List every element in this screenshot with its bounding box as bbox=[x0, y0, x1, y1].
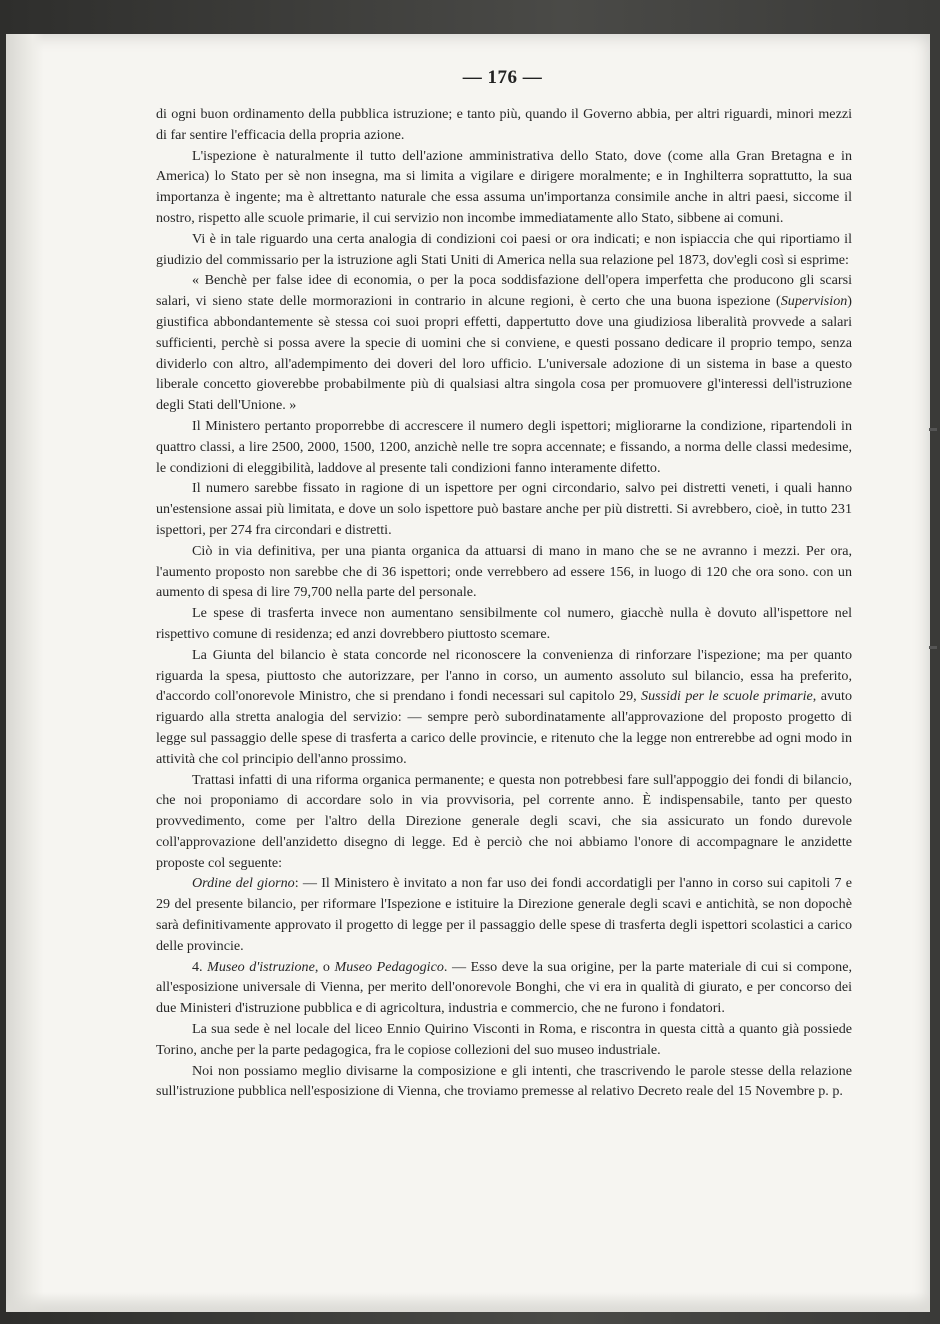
margin-mark bbox=[929, 428, 937, 431]
text-run: Il Ministero pertanto proporrebbe di accrescere il numero degli ispettori; migliorarne la condizione, ripartendoli in quattro classi, a lire 2500, 2000, 1500, 1200, anzichè nelle tre sopra accennate; e fissando, a norma delle classi medesime, le condizioni di eleggibilità, laddove al presente tali condizioni fanno interamente difetto. bbox=[156, 417, 852, 476]
paragraph bbox=[156, 104, 852, 146]
text-run: Noi non possiamo meglio divisarne la composizione e gli intenti, che trascrivendo le parole stesse della relazione sull'istruzione pubblica nell'esposizione di Vienna, che troviamo premesse al relativo Decreto reale del 15 Novembre p. p. bbox=[156, 1062, 852, 1100]
paragraph bbox=[156, 603, 852, 645]
page-number: — 176 — bbox=[462, 67, 543, 88]
text-run: Il numero sarebbe fissato in ragione di un ispettore per ogni circondario, salvo pei distretti veneti, i quali hanno un'estensione assai più limitata, e dove un solo ispettore può bastare anche per più distretti. Si avrebbero, cioè, in tutto 231 ispettori, per 274 fra circondari e distretti. bbox=[156, 480, 852, 538]
text-run: , avuto riguardo alla stretta analogia del servizio: — sempre però subordinatamente all'approvazione del proposto progetto di legge sul passaggio delle spese di trasferta a carico delle provincie, e ritenuto che la legge non entrerebbe ad ogni modo in attività che col principio dell'anno prossimo. bbox=[156, 688, 853, 767]
paragraph bbox=[156, 478, 852, 540]
text-run: La Giunta del bilancio è stata concorde nel riconoscere la convenienza di rinforzare l'ispezione; ma per quanto riguarda la spesa, piuttosto che autorizzare, per l'anno in corso, un aumento assoluto sul bilancio, essa ha preferito, d'accordo coll'onorevole Ministro, che si prendano i fondi necessari sul capitolo 29, bbox=[156, 646, 852, 705]
text-run: L'ispezione è naturalmente il tutto dell'azione amministrativa dello Stato, dove (come alla Gran Bretagna e in America) lo Stato per sè non insegna, ma si limita a vigilare e dirigere moralmente; e in Inghilterra soprattutto, la sua importanza è ingente; ma è altrettanto naturale che essa assuma un'importanza consimile anche in altri paesi, siccome il nostro, rispetto alle scuole primarie, il cui servizio non incombe immediatamente allo Stato, sibbene ai comuni. bbox=[156, 147, 852, 226]
text-run: Le spese di trasferta invece non aumentano sensibilmente col numero, giacchè nulla è dovuto all'ispettore nel rispettivo comune di residenza; ed anzi dovrebbero piuttosto scemare. bbox=[156, 605, 852, 642]
text-run: Vi è in tale riguardo una certa analogia di condizioni coi paesi or ora indicati; e non ispiaccia che qui riportiamo il giudizio del commissario per la istruzione agli Stati Uniti di America nella sua relazione pel 1873, dov'egli così si esprime: bbox=[156, 230, 852, 268]
paragraph bbox=[156, 416, 852, 478]
italic-text: Museo d'istruzione bbox=[207, 958, 315, 975]
paragraph bbox=[156, 957, 852, 1019]
text-run: Ciò in via definitiva, per una pianta organica da attuarsi di mano in mano che se ne avranno i mezzi. Per ora, l'aumento proposto non sarebbe che di 36 ispettori; onde verrebbero ad essere 156, in luogo di 120 che ora sono. con un aumento di spesa di lire 79,700 nella parte del personale. bbox=[156, 542, 852, 601]
page-bottom-shadow bbox=[6, 1292, 930, 1312]
text-run: « Benchè per false idee di economia, o per la poca soddisfazione dell'opera imperfetta che producono gli scarsi salari, vi sieno state delle mormorazioni in contrario in alcune regioni, è certo che una buona ispezione ( bbox=[156, 272, 852, 310]
text-run: : — Il Ministero è invitato a non far uso dei fondi accordatigli per l'anno in corso sui capitoli 7 e 29 del presente bilancio, per riformare l'Ispezione e istituire la Direzione generale degli scavi e antichità, se non dopochè sarà definitivamente approvato il progetto di legge per il passaggio delle spese di trasferta degli ispettori scolastici a carico delle provincie. bbox=[156, 875, 852, 954]
italic-text: Supervision bbox=[780, 293, 848, 310]
italic-text: Ordine del giorno bbox=[192, 875, 295, 892]
page-binding-shadow bbox=[6, 34, 44, 1312]
italic-text: Sussidi per le scuole primarie bbox=[641, 688, 813, 705]
paragraph bbox=[156, 146, 852, 229]
paragraph bbox=[156, 1019, 852, 1061]
margin-mark bbox=[929, 646, 937, 649]
paragraph bbox=[156, 270, 852, 416]
text-run: ) giustifica abbondantemente sè stessa coi suoi propri effetti, dappertutto dove una giudiziosa liberalità provvede a salari sufficienti, perchè si possa avere la specie di uomini che si conviene, e questi possano dedicare il proprio tempo, senza dividerlo con altro, all'adempimento dei doveri del loro ufficio. L'universale adozione di un sistema in base a questo liberale concetto gioverebbe probabilmente più di qualsiasi altra singola cosa per promuovere gl'interessi dell'istruzione degli Stati dell'Unione. » bbox=[156, 293, 852, 414]
text-run: 4. bbox=[192, 958, 208, 975]
paragraph bbox=[156, 770, 852, 874]
paragraph bbox=[156, 645, 852, 770]
text-run: di ogni buon ordinamento della pubblica istruzione; e tanto più, quando il Governo abbia, per altri riguardi, minori mezzi di far sentire l'efficacia della propria azione. bbox=[156, 106, 852, 143]
italic-text: Museo Pedagogico bbox=[334, 958, 444, 975]
text-run: . — Esso deve la sua origine, per la parte materiale di cui si compone, all'esposizione universale di Vienna, per merito dell'onorevole Bonghi, che vi era in qualità di giurato, e per concorso dei due Ministeri d'istruzione pubblica e di agricoltura, industria e commercio, che ne furono i fondatori. bbox=[156, 958, 852, 1017]
text-run: , o bbox=[314, 958, 335, 975]
body-text bbox=[156, 104, 852, 1102]
text-run: La sua sede è nel locale del liceo Ennio Quirino Visconti in Roma, e riscontra in questa città a quanto già possiede Torino, anche per la parte pedagogica, fra le copiose collezioni del suo museo industriale. bbox=[156, 1021, 852, 1058]
paragraph bbox=[156, 229, 852, 271]
paragraph bbox=[156, 873, 852, 956]
text-run: Trattasi infatti di una riforma organica permanente; e questa non potrebbesi fare sull'appoggio dei fondi di bilancio, che noi proponiamo di accordare solo in via provvisoria, pel corrente anno. È indispensabile, tanto per questo provvedimento, come per l'altro della Direzione generale degli scavi, che sia assicurato un fondo durevole coll'approvazione dell'anzidetto disegno di legge. Ed è perciò che noi abbiamo l'onore di accompagnare le anzidette proposte col seguente: bbox=[156, 771, 852, 871]
paragraph bbox=[156, 1061, 852, 1103]
paragraph bbox=[156, 541, 852, 603]
